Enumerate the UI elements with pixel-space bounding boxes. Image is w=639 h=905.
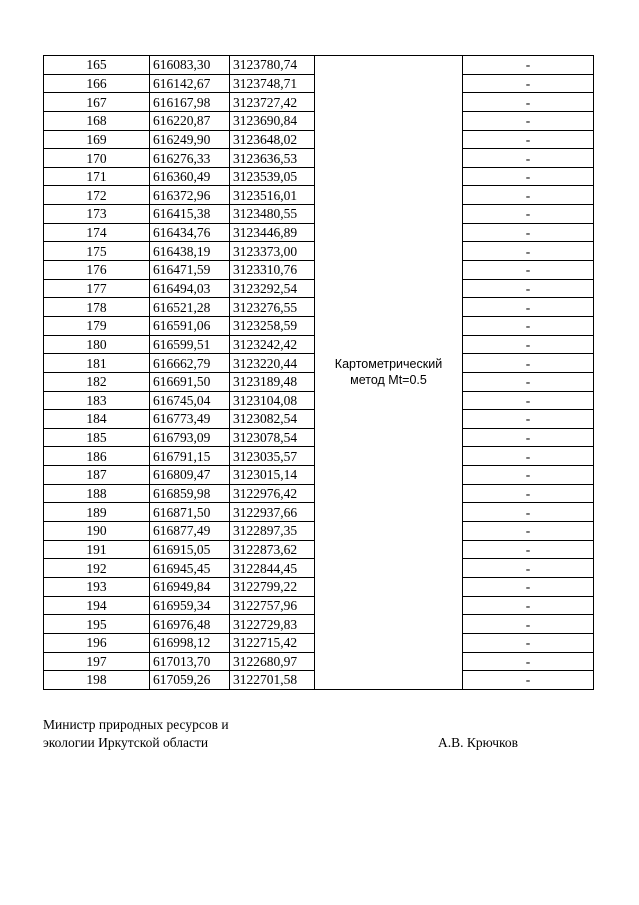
description-cell: -	[463, 242, 594, 261]
coordinates-table	[43, 55, 594, 690]
coordinate-x: 616662,79	[150, 354, 230, 373]
signatory-name: А.В. Крючков	[438, 735, 518, 750]
coordinate-x: 616809,47	[150, 466, 230, 485]
description-cell: -	[463, 484, 594, 503]
point-number: 194	[44, 596, 150, 615]
point-number: 195	[44, 615, 150, 634]
description-cell: -	[463, 615, 594, 634]
coordinate-y: 3123727,42	[230, 93, 315, 112]
point-number: 175	[44, 242, 150, 261]
point-number: 188	[44, 484, 150, 503]
coordinate-x: 616083,30	[150, 56, 230, 75]
point-number: 191	[44, 540, 150, 559]
coordinate-y: 3122757,96	[230, 596, 315, 615]
point-number: 178	[44, 298, 150, 317]
coordinate-x: 617013,70	[150, 652, 230, 671]
coordinate-y: 3123539,05	[230, 167, 315, 186]
description-cell: -	[463, 261, 594, 280]
description-cell: -	[463, 298, 594, 317]
description-cell: -	[463, 279, 594, 298]
description-cell: -	[463, 428, 594, 447]
coordinate-y: 3122701,58	[230, 671, 315, 690]
coordinate-x: 616745,04	[150, 391, 230, 410]
signatory-title-line-1: Министр природных ресурсов и	[43, 717, 229, 732]
coordinate-x: 616859,98	[150, 484, 230, 503]
description-cell: -	[463, 671, 594, 690]
description-cell: -	[463, 559, 594, 578]
point-number: 190	[44, 522, 150, 541]
point-number: 186	[44, 447, 150, 466]
coordinate-y: 3122897,35	[230, 522, 315, 541]
description-cell: -	[463, 466, 594, 485]
point-number: 181	[44, 354, 150, 373]
coordinate-y: 3122976,42	[230, 484, 315, 503]
coordinate-y: 3123373,00	[230, 242, 315, 261]
coordinate-y: 3122937,66	[230, 503, 315, 522]
point-number: 189	[44, 503, 150, 522]
description-cell: -	[463, 447, 594, 466]
coordinate-x: 616415,38	[150, 205, 230, 224]
coordinate-y: 3123310,76	[230, 261, 315, 280]
coordinate-x: 616793,09	[150, 428, 230, 447]
point-number: 169	[44, 130, 150, 149]
description-cell: -	[463, 186, 594, 205]
point-number: 172	[44, 186, 150, 205]
coordinate-y: 3122873,62	[230, 540, 315, 559]
coordinate-x: 616877,49	[150, 522, 230, 541]
coordinate-x: 616976,48	[150, 615, 230, 634]
point-number: 177	[44, 279, 150, 298]
description-cell: -	[463, 372, 594, 391]
coordinate-x: 616494,03	[150, 279, 230, 298]
description-cell: -	[463, 633, 594, 652]
coordinate-x: 616791,15	[150, 447, 230, 466]
point-number: 196	[44, 633, 150, 652]
description-cell: -	[463, 111, 594, 130]
coordinate-y: 3122844,45	[230, 559, 315, 578]
point-number: 197	[44, 652, 150, 671]
coordinate-x: 616599,51	[150, 335, 230, 354]
coordinate-x: 616915,05	[150, 540, 230, 559]
coordinate-y: 3123690,84	[230, 111, 315, 130]
point-number: 168	[44, 111, 150, 130]
description-cell: -	[463, 596, 594, 615]
description-cell: -	[463, 74, 594, 93]
coordinate-x: 616521,28	[150, 298, 230, 317]
point-number: 176	[44, 261, 150, 280]
coordinate-y: 3123220,44	[230, 354, 315, 373]
coordinate-x: 616773,49	[150, 410, 230, 429]
point-number: 192	[44, 559, 150, 578]
description-cell: -	[463, 130, 594, 149]
coordinate-y: 3123242,42	[230, 335, 315, 354]
point-number: 166	[44, 74, 150, 93]
coordinate-y: 3123748,71	[230, 74, 315, 93]
description-cell: -	[463, 410, 594, 429]
coordinate-x: 616220,87	[150, 111, 230, 130]
coordinate-y: 3123292,54	[230, 279, 315, 298]
method-line-1: Картометрический	[334, 357, 443, 372]
coordinate-x: 616471,59	[150, 261, 230, 280]
signatory-title-line-2: экологии Иркутской области	[43, 735, 209, 750]
description-cell: -	[463, 652, 594, 671]
description-cell: -	[463, 205, 594, 224]
coordinate-x: 616434,76	[150, 223, 230, 242]
determination-method-cell	[315, 56, 463, 690]
coordinate-y: 3123446,89	[230, 223, 315, 242]
coordinate-x: 617059,26	[150, 671, 230, 690]
signatory-title	[43, 716, 229, 752]
coordinate-x: 616871,50	[150, 503, 230, 522]
coordinate-x: 616276,33	[150, 149, 230, 168]
coordinate-x: 616360,49	[150, 167, 230, 186]
point-number: 193	[44, 577, 150, 596]
point-number: 173	[44, 205, 150, 224]
point-number: 179	[44, 316, 150, 335]
point-number: 183	[44, 391, 150, 410]
coordinate-y: 3123648,02	[230, 130, 315, 149]
point-number: 182	[44, 372, 150, 391]
point-number: 167	[44, 93, 150, 112]
description-cell: -	[463, 522, 594, 541]
point-number: 185	[44, 428, 150, 447]
coordinate-y: 3123780,74	[230, 56, 315, 75]
description-cell: -	[463, 56, 594, 75]
description-cell: -	[463, 316, 594, 335]
coordinate-x: 616949,84	[150, 577, 230, 596]
coordinate-y: 3123276,55	[230, 298, 315, 317]
coordinate-y: 3123078,54	[230, 428, 315, 447]
coordinate-y: 3123082,54	[230, 410, 315, 429]
coordinate-y: 3123189,48	[230, 372, 315, 391]
point-number: 187	[44, 466, 150, 485]
point-number: 165	[44, 56, 150, 75]
description-cell: -	[463, 335, 594, 354]
coordinate-y: 3123258,59	[230, 316, 315, 335]
coordinate-x: 616945,45	[150, 559, 230, 578]
coordinates-table-body	[44, 56, 594, 690]
description-cell: -	[463, 167, 594, 186]
coordinate-x: 616167,98	[150, 93, 230, 112]
coordinate-x: 616438,19	[150, 242, 230, 261]
coordinate-y: 3122729,83	[230, 615, 315, 634]
coordinate-x: 616142,67	[150, 74, 230, 93]
description-cell: -	[463, 540, 594, 559]
coordinate-y: 3122799,22	[230, 577, 315, 596]
coordinate-y: 3123035,57	[230, 447, 315, 466]
coordinate-y: 3123480,55	[230, 205, 315, 224]
point-number: 171	[44, 167, 150, 186]
table-row	[44, 56, 594, 75]
description-cell: -	[463, 391, 594, 410]
point-number: 184	[44, 410, 150, 429]
coordinate-y: 3123636,53	[230, 149, 315, 168]
coordinate-y: 3122680,97	[230, 652, 315, 671]
method-line-2: метод Mt=0.5	[350, 373, 427, 388]
coordinate-y: 3123516,01	[230, 186, 315, 205]
point-number: 180	[44, 335, 150, 354]
coordinate-x: 616591,06	[150, 316, 230, 335]
description-cell: -	[463, 503, 594, 522]
description-cell: -	[463, 93, 594, 112]
coordinate-x: 616959,34	[150, 596, 230, 615]
coordinate-x: 616691,50	[150, 372, 230, 391]
point-number: 170	[44, 149, 150, 168]
description-cell: -	[463, 577, 594, 596]
coordinate-y: 3122715,42	[230, 633, 315, 652]
coordinate-y: 3123015,14	[230, 466, 315, 485]
coordinate-x: 616249,90	[150, 130, 230, 149]
description-cell: -	[463, 354, 594, 373]
description-cell: -	[463, 149, 594, 168]
description-cell: -	[463, 223, 594, 242]
point-number: 198	[44, 671, 150, 690]
point-number: 174	[44, 223, 150, 242]
coordinate-x: 616372,96	[150, 186, 230, 205]
coordinate-x: 616998,12	[150, 633, 230, 652]
coordinate-y: 3123104,08	[230, 391, 315, 410]
